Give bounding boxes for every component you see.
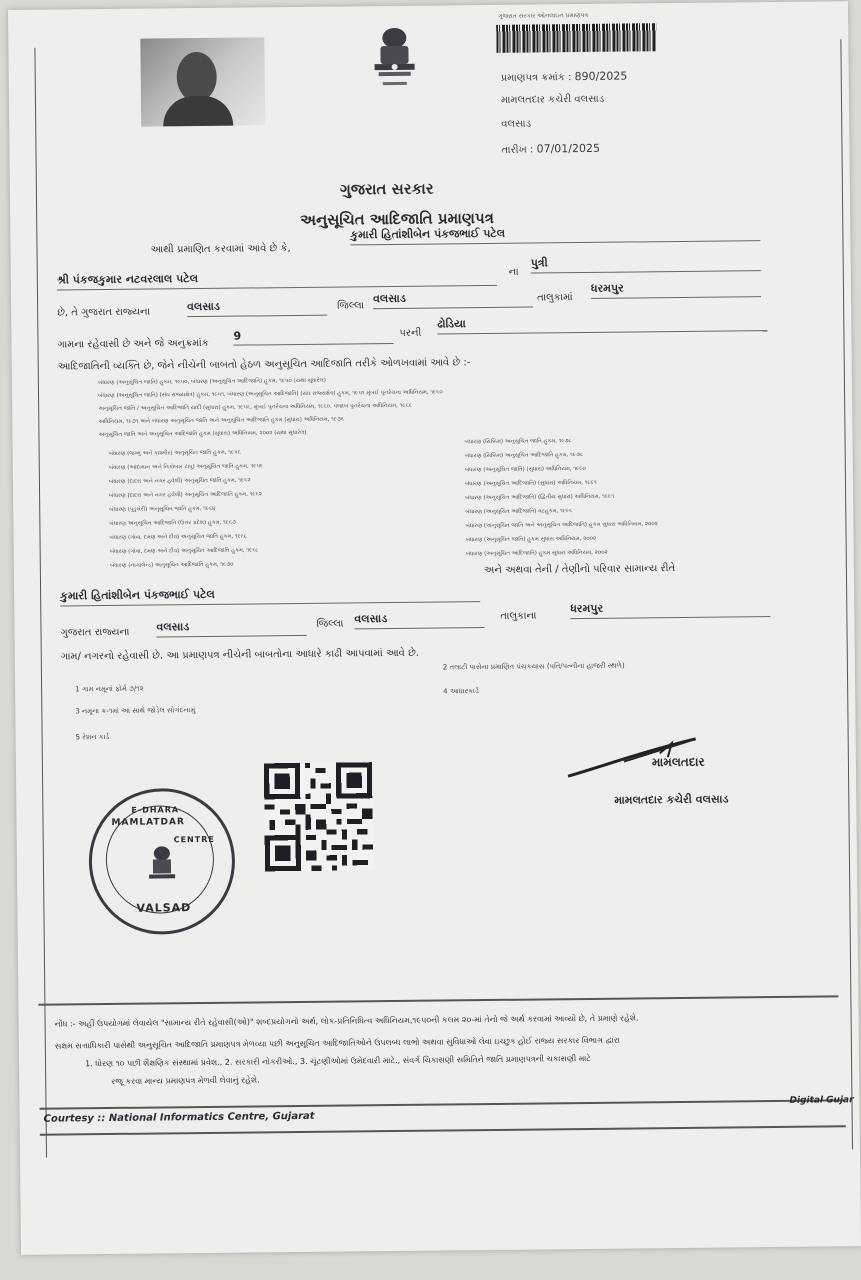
- order-item: બંધારણ (અનુસૂચિત આદિજાતિ) (સુધારા) અધિનિયમ, ૧૯૯૧: [464, 479, 597, 488]
- issue-date-row: [501, 142, 600, 156]
- official-seal: [88, 788, 236, 936]
- signatory-title: મામલતદાર: [651, 754, 705, 770]
- legal-line: અનુસૂચિત જાતિ અને અનુસૂચિત આદિજાતિ હુકમ (સુધારા) અધિનિયમ, ૨૦૦૨ (યથા સુધારેલ): [98, 429, 307, 439]
- certificate-barcode: [496, 23, 656, 53]
- signatory-office: મામલતદાર કચેરી વલસાડ: [614, 792, 729, 807]
- qr-code-icon: [264, 762, 373, 871]
- order-item: બંધારણ (સિક્કિમ) અનુસૂચિત જાતિ હુકમ, ૧૯૭૮: [464, 438, 572, 446]
- candidate-photo: [140, 37, 265, 126]
- seal-bottom-text: VALSAD: [136, 901, 192, 915]
- cert-number: 890/2025: [574, 69, 628, 84]
- state-label-2: ગુજરાત રાજ્યના: [60, 626, 130, 639]
- order-item: બંધારણ (અનુસૂચિત આદિજાતિ) વટહુકમ, ૧૯૯૬: [465, 508, 573, 516]
- issue-date-label: તારીખ :: [501, 144, 534, 156]
- district-label-2: જિલ્લા: [316, 618, 344, 630]
- certificate-title: અનુસૂચિત આદિજાતિ પ્રમાણપત્ર: [300, 208, 495, 229]
- cert-number-row: [501, 70, 628, 84]
- serial-number: 9: [233, 328, 393, 346]
- note-line-2: સક્ષમ સત્તાધિકારી પાસેથી અનુસૂચિત આદિજાતિ પ્રમાણપત્ર મેળવ્યા પછી અનુસૂચિત આદિજાતિઓને ઉપલબ્ધ લાભો અથવા સુવિધાઓ લેવા ઇચ્છુક હોઈ રાજ્ય સરકાર વિભાગ દ્વારા: [54, 1035, 621, 1051]
- note-line-1: નોંધ :- અહીં ઉપયોગમાં લેવાયેલ "સામાન્ય રીતે રહેવાસી(ઓ)" શબ્દપ્રયોગનો અર્થ, લોક-પ્રતિનિધિત્વ અધિનિયમ,૧૯૫૦ની કલમ ૨૦-માં તેનો જે અર્થ કરવામાં આવ્યો છે, તે પ્રમાણે રહેશે.: [54, 1013, 639, 1029]
- order-item: બંધારણ (આંદામાન અને નિકોબાર ટાપુ) અનુસૂચિત જાતિ હુકમ, ૧૯૫૯: [108, 463, 264, 471]
- tribe-label: પરની: [399, 327, 422, 339]
- issuing-place: વલસાડ: [501, 118, 532, 130]
- doc-item-5: 5 રેશન કાર્ડ: [75, 732, 110, 742]
- legal-line: અનુસૂચિત જાતિ / અનુસૂચિત આદિજાતિ યાદી (સુધારા) હુકમ, ૧૯૫૬, મુંબઈ પુનર્રચના અધિનિયમ, ૧૯૬૦, પંજાબ પુનર્રચના અધિનિયમ, ૧૯૬૬: [98, 402, 412, 413]
- district-name-2: વલસાડ: [156, 619, 306, 638]
- issue-date: 07/01/2025: [536, 141, 601, 156]
- order-item: બંધારણ (અનુસૂચિત આદિજાતિ) હુકમ સુધારા અધિનિયમ, ૨૦૦૨: [465, 549, 608, 558]
- seal-emblem-icon: [144, 843, 180, 887]
- order-item: બંધારણ (ગોવા, દમણ અને દીવ) અનુસૂચિત આદિજાતિ હુકમ, ૧૯૬૮: [109, 547, 259, 555]
- orders-list-right: [464, 432, 765, 561]
- photo-shoulders: [163, 96, 233, 127]
- order-item: બંધારણ (દાદરા અને નગર હવેલી) અનુસૂચિત આદિજાતિ હુકમ, ૧૯૬૨: [109, 491, 263, 499]
- candidate-name-repeat: કુમારી હિતાંશીબેન પંકજભાઈ પટેલ: [60, 585, 480, 606]
- doc-item-2: 2 તલાટી પાસેના પ્રમાણિત પંચકયાસ (પતિ/પત્નીના હાજરી સ્થળે): [442, 661, 625, 672]
- relation-label: ના: [508, 266, 519, 278]
- order-item: બંધારણ (નાગાલેન્ડ) અનુસૂચિત આદિજાતિ હુકમ, ૧૯૭૦: [109, 561, 234, 569]
- doc-item-3: 3 નમૂના ક્ર-૧માં આ સાથે જોડેલ સોગંદનામું: [75, 706, 196, 716]
- state-label: છે, તે ગુજરાત રાજ્યના: [57, 306, 151, 319]
- district-name: વલસાડ: [187, 299, 327, 317]
- order-item: બંધારણ (અનુસૂચિત જાતિ) (સુધારા) અધિનિયમ, ૧૯૯૦: [464, 465, 586, 474]
- tribe-recognition-line: આદિજાતિની વ્યક્તિ છે, જેને નીચેની બાબતો હેઠળ અનુસૂચિત આદિજાતિ તરીકે ઓળખવામાં આવે છે :-: [57, 357, 471, 373]
- state-emblem-icon: [364, 24, 425, 95]
- relation-value: પુત્રી: [531, 254, 761, 273]
- order-item: બંધારણ અનુસૂચિત આદિજાતિ (ઉત્તર પ્રદેશ) હુકમ, ૧૯૬૭: [109, 519, 236, 527]
- orders-list-left: [109, 444, 430, 573]
- tribe-value: ઢોડિયા: [437, 314, 767, 334]
- note-line-4: રજૂ કરવા માન્ય પ્રમાણપત્ર મેળવી લેવાનું રહેશે.: [111, 1075, 260, 1086]
- candidate-name: કુમારી હિતાંશીબેન પંકજભાઈ પટેલ: [350, 224, 760, 245]
- village-label: ગામના રહેવાસી છે અને જે અનુક્રમાંક: [57, 337, 209, 351]
- certificate-paper: [8, 1, 861, 1255]
- basis-line: ગામ/ નગરનો રહેવાસી છે. આ પ્રમાણપત્ર નીચેની બાબતોના આધારે કાઢી આપવામાં આવે છે.: [60, 647, 420, 663]
- doc-item-4: 4 આધારકાર્ડ: [443, 687, 479, 696]
- legal-line: બંધારણ (અનુસૂચિત જાતિ) (સંઘ રાજ્યક્ષેત્ર) હુકમ, ૧૯૫૧, બંધારણ (અનુસૂચિત આદિજાતિ) (સંઘ રાજ્યક્ષેત્ર) હુકમ, ૧૯૫૧ મુંબઈ પુનર્રચના અધિનિયમ, ૧૯૬૦: [98, 389, 443, 400]
- family-residence-line: અને અથવા તેની / તેણીનો પરિવાર સામાન્ય રીતે: [483, 563, 676, 577]
- seal-top-text: MAMLATDAR: [111, 817, 185, 828]
- order-item: બંધારણ (અનુસૂચિત જાતિ) હુકમ સુધારા અધિનિયમ, ૨૦૦૨: [465, 535, 597, 544]
- top-note: ગુજરાત સરકાર ઓનલાઇન પ્રમાણપત્ર: [498, 11, 589, 20]
- legal-paragraph: [98, 370, 759, 442]
- father-name: શ્રી પંકજકુમાર નટવરલાલ પટેલ: [57, 269, 497, 291]
- seal-mid-text: E-DHARA: [131, 805, 180, 815]
- note-line-3: 1. ધોરણ ૧૦ પછી શૈક્ષણિક સંસ્થામાં પ્રવેશ., 2. સરકારી નોકરીઓ., 3. ચૂંટણીઓમાં ઉમેદવારી માટે., સંવર્ગ ચિકાસણી સમિતિને જાતિ પ્રમાણપત્રની ચકાસણી માટે: [84, 1053, 592, 1069]
- issuing-office: મામલતદાર કચેરી વલસાડ: [500, 93, 605, 106]
- photo-face: [176, 52, 217, 102]
- order-item: બંધારણ (જમ્મુ અને કાશ્મીર) અનુસૂચિત જાતિ હુકમ, ૧૯૫૬: [108, 449, 241, 457]
- cert-number-label: પ્રમાણપત્ર ક્રમાંક :: [500, 72, 572, 84]
- government-title: ગુજરાત સરકાર: [339, 179, 434, 199]
- order-item: બંધારણ (ગોવા, દમણ અને દીવ) અનુસૂચિત જાતિ હુકમ, ૧૯૬૮: [109, 533, 247, 541]
- district-label: જિલ્લા: [337, 300, 365, 312]
- district-value: વલસાડ: [373, 291, 533, 310]
- taluka-value: ધરમપુર: [591, 280, 761, 299]
- order-item: બંધારણ (અનુસૂચિત જાતિ અને અનુસૂચિત આદિજાતિ) હુકમ સુધારા અધિનિયમ, ૨૦૦૨: [465, 521, 658, 530]
- doc-item-1: 1 ગામ નમૂનાં ફોર્મ ૭/૧૨: [75, 684, 144, 694]
- legal-line: અધિનિયમ, ૧૯૭૧ અને બંધારણ અનુસૂચિત જાતિ અને અનુસૂચિત આદિજાતિ હુકમ (સુધારા) અધિનિયમ, ૧૯૭૬: [98, 416, 345, 426]
- legal-line: બંધારણ (અનુસૂચિત જાતિ) હુકમ, ૧૯૫૦, બંધારણ (અનુસૂચિત આદિજાતિ) હુકમ, ૧૯૫૦ (યથા સુધારેલ): [97, 377, 326, 387]
- order-item: બંધારણ (સિક્કિમ) અનુસૂચિત આદિજાતિ હુકમ, ૧૯૭૮: [464, 452, 584, 460]
- digital-gujarat-text: Digital Gujar: [789, 1095, 854, 1106]
- taluka-value-2: ધરમપુર: [570, 600, 770, 619]
- seal-right-text: CENTRE: [173, 834, 215, 845]
- intro-text: આથી પ્રમાણિત કરવામાં આવે છે કે,: [150, 243, 291, 256]
- courtesy-text: Courtesy :: National Informatics Centre, Gujarat: [43, 1110, 315, 1125]
- order-item: બંધારણ (અનુસૂચિત આદિજાતિ) (દ્વિતીય સુધારા) અધિનિયમ, ૧૯૯૧: [465, 493, 615, 502]
- taluka-label: તાલુકામાં: [536, 292, 573, 304]
- district-value-2: વલસાડ: [354, 611, 484, 629]
- order-item: બંધારણ (પુડુચેરી) અનુસૂચિત જાતિ હુકમ, ૧૯૬૪: [109, 505, 216, 513]
- order-item: બંધારણ (દાદરા અને નગર હવેલી) અનુસૂચિત જાતિ હુકમ, ૧૯૬૨: [108, 477, 251, 485]
- taluka-label-2: તાલુકાના: [500, 610, 537, 622]
